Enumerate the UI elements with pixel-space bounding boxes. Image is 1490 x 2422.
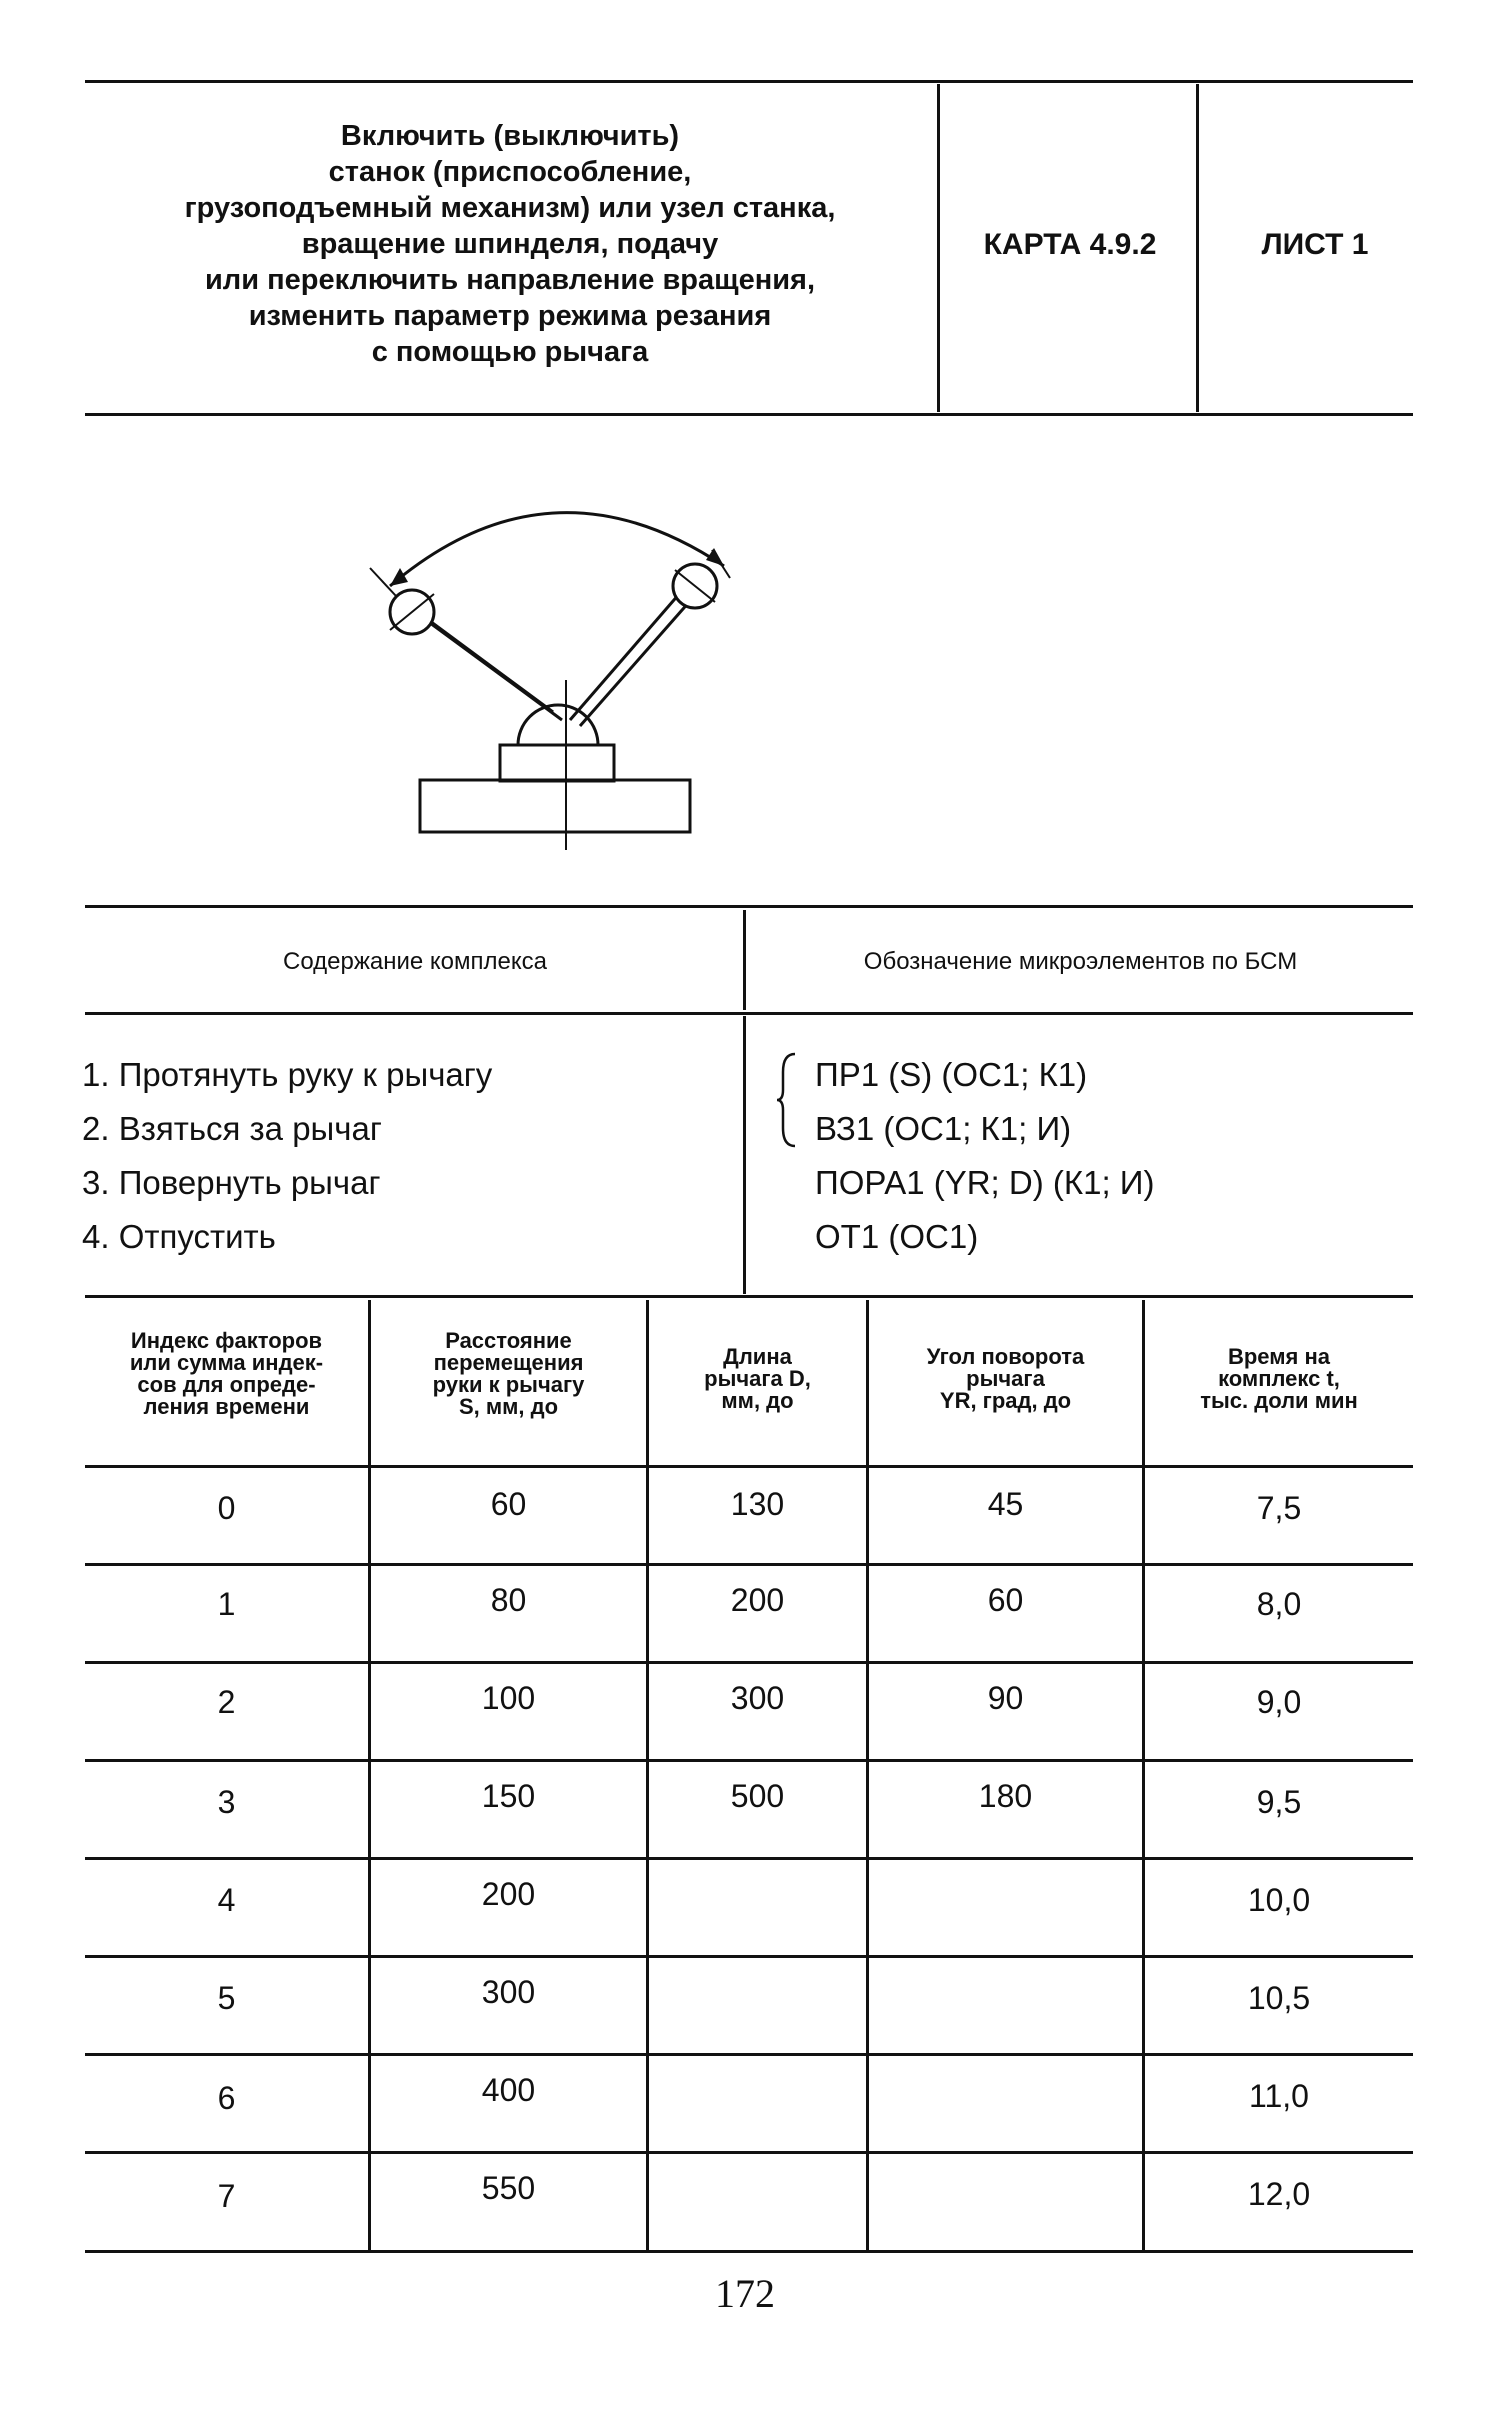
- title-line: станок (приспособление,: [328, 156, 692, 188]
- list-item: ПОРА1 (YR; D) (К1; И): [815, 1164, 1155, 1201]
- card-title: [100, 118, 920, 370]
- cell-length: 300: [730, 1680, 785, 1716]
- cell-time: 10,5: [1247, 1980, 1311, 2016]
- cell-length: 500: [730, 1778, 785, 1814]
- cell-angle: 45: [987, 1486, 1024, 1522]
- cell-time: 12,0: [1247, 2176, 1311, 2212]
- list-item: ВЗ1 (ОС1; К1; И): [815, 1110, 1072, 1147]
- table-row-rule: [85, 1661, 1413, 1664]
- list-item: 4. Отпустить: [82, 1218, 276, 1255]
- codes-list: [815, 1048, 1155, 1264]
- list-item: ОТ1 (ОС1): [815, 1218, 979, 1255]
- title-line: Включить (выключить): [340, 120, 680, 152]
- brace-icon: [775, 1052, 799, 1148]
- codes-header: Обозначение микроэлементов по БСМ: [863, 948, 1298, 975]
- table-col-divider: [866, 1300, 869, 2250]
- complex-bottom-rule: [85, 1295, 1413, 1298]
- cell-time: 9,0: [1256, 1684, 1302, 1720]
- card-number: КАРТА 4.9.2: [983, 228, 1157, 261]
- page-number: 172: [715, 2271, 775, 2316]
- cell-index: 5: [217, 1980, 236, 2016]
- cell-distance: 200: [481, 1876, 536, 1912]
- table-row-rule: [85, 1759, 1413, 1762]
- title-line: вращение шпинделя, подачу: [301, 228, 719, 260]
- sheet-number: ЛИСТ 1: [1261, 228, 1369, 261]
- table-row-rule: [85, 1955, 1413, 1958]
- header-top-rule: [85, 80, 1413, 83]
- list-item: 2. Взяться за рычаг: [82, 1110, 382, 1147]
- cell-distance: 550: [481, 2170, 536, 2206]
- table-row-rule: [85, 2151, 1413, 2154]
- cell-distance: 400: [481, 2072, 536, 2108]
- content-header: Содержание комплекса: [282, 948, 547, 975]
- cell-index: 2: [217, 1684, 236, 1720]
- table-header-length: Длина рычага D, мм, до: [704, 1344, 811, 1413]
- cell-length: 200: [730, 1582, 785, 1618]
- cell-time: 10,0: [1247, 1882, 1311, 1918]
- cell-time: 11,0: [1249, 2078, 1309, 2114]
- cell-angle: 180: [978, 1778, 1033, 1814]
- cell-angle: 90: [987, 1680, 1024, 1716]
- steps-list: [82, 1048, 492, 1264]
- cell-distance: 300: [481, 1974, 536, 2010]
- cell-length: 130: [730, 1486, 785, 1522]
- table-row-rule: [85, 1563, 1413, 1566]
- list-item: 1. Протянуть руку к рычагу: [82, 1056, 493, 1093]
- title-line: с помощью рычага: [371, 336, 649, 368]
- cell-index: 0: [217, 1490, 236, 1526]
- complex-top-rule: [85, 905, 1413, 908]
- header-bottom-rule: [85, 413, 1413, 416]
- cell-index: 4: [217, 1882, 236, 1918]
- cell-index: 6: [217, 2080, 236, 2116]
- lever-diagram: [350, 470, 750, 870]
- cell-distance: 60: [490, 1486, 527, 1522]
- cell-angle: 60: [987, 1582, 1024, 1618]
- cell-time: 8,0: [1256, 1586, 1302, 1622]
- cell-time: 7,5: [1256, 1490, 1302, 1526]
- complex-header-rule: [85, 1012, 1413, 1015]
- table-row-rule: [85, 2053, 1413, 2056]
- title-line: грузоподъемный механизм) или узел станка,: [184, 192, 836, 224]
- table-header-time: Время на комплекс t, тыс. доли мин: [1200, 1344, 1358, 1413]
- cell-index: 3: [217, 1784, 236, 1820]
- list-item: ПР1 (S) (ОС1; К1): [815, 1056, 1088, 1093]
- list-item: 3. Повернуть рычаг: [82, 1164, 381, 1201]
- title-line: или переключить направление вращения,: [204, 264, 816, 296]
- complex-divider: [743, 910, 746, 1010]
- cell-distance: 100: [481, 1680, 536, 1716]
- table-header-index: Индекс факторов или сумма индек- сов для опреде- ления времени: [129, 1328, 324, 1419]
- table-header-angle: Угол поворота рычага YR, град, до: [926, 1344, 1085, 1413]
- table-header-distance: Расстояние перемещения руки к рычагу S, мм, до: [432, 1328, 585, 1419]
- table-row-rule: [85, 1857, 1413, 1860]
- cell-index: 1: [217, 1586, 236, 1622]
- title-line: изменить параметр режима резания: [248, 300, 772, 332]
- cell-time: 9,5: [1256, 1784, 1302, 1820]
- table-col-divider: [646, 1300, 649, 2250]
- cell-distance: 150: [481, 1778, 536, 1814]
- cell-index: 7: [217, 2178, 236, 2214]
- cell-distance: 80: [490, 1582, 527, 1618]
- complex-divider-body: [743, 1016, 746, 1294]
- table-bottom-rule: [85, 2250, 1413, 2253]
- table-header-rule: [85, 1465, 1413, 1468]
